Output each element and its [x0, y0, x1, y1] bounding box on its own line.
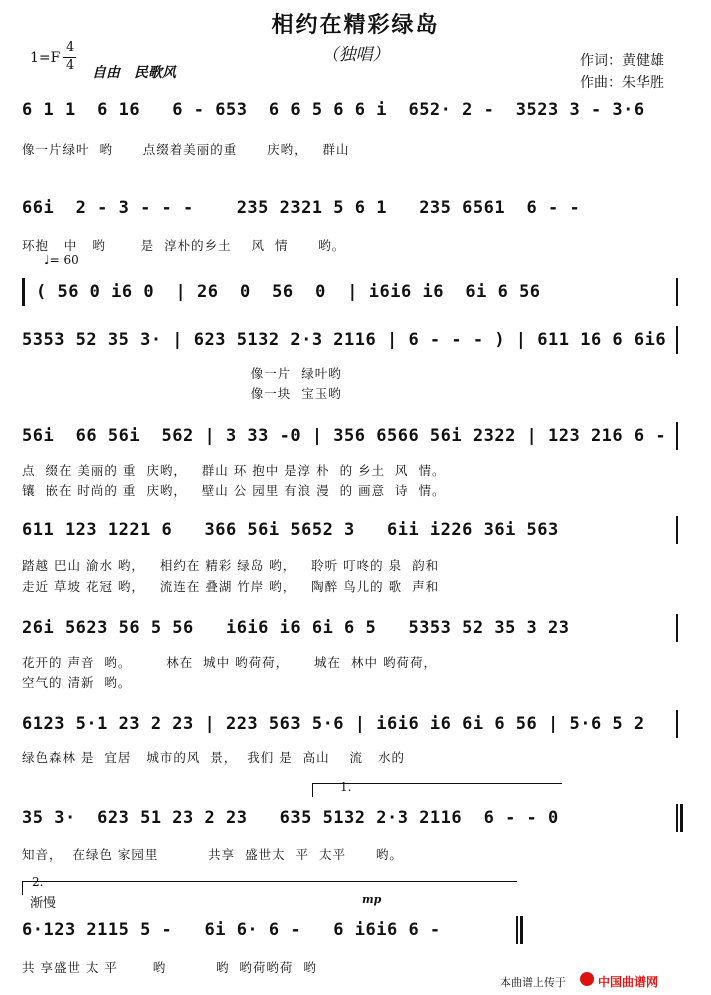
notation-line-5: 56i 66 56i 562 | 3 33 -0 | 356 6566 56i 2322 | 123 216 6 -	[22, 426, 667, 446]
notation-line-9: 35 3· 623 51 23 2 23 635 5132 2·3 2116 6 - - 0	[22, 808, 559, 828]
barline	[676, 422, 678, 450]
song-title: 相约在精彩绿岛	[271, 12, 440, 38]
dynamic-mark: mp	[362, 893, 382, 906]
barline	[676, 516, 678, 544]
notation-line-1: 6 1 1 6 16 6 - 653 6 6 5 6 6 i 652· 2 - 3523 3 - 3·6	[22, 100, 645, 120]
lyric-line-5b: 镶 嵌在 时尚的 重 庆哟， 壁山 公 园里 有浪 漫 的 画意 诗 情。	[22, 483, 446, 498]
notation-line-2: 66i 2 - 3 - - - 235 2321 5 6 1 235 6561 6 - -	[22, 198, 581, 218]
lyricist: 作词：黄健雄	[580, 53, 664, 69]
key-signature: 1=F	[30, 50, 61, 66]
barline	[676, 710, 678, 738]
lyric-line-6b: 走近 草坡 花冠 哟， 流连在 叠湖 竹岸 哟， 陶醉 鸟儿的 歌 声和	[22, 579, 440, 594]
barline	[676, 614, 678, 642]
lyric-line-10: 共 享盛世 太 平 哟 哟 哟荷哟荷 哟	[22, 960, 317, 975]
barline	[676, 326, 678, 354]
lyric-line-1: 像一片绿叶 哟 点缀着美丽的重 庆哟， 群山	[22, 142, 350, 157]
notation-line-7: 26i 5623 56 5 56 i6i6 i6 6i 6 5 5353 52 35 3 23	[22, 618, 570, 638]
composer: 作曲：朱华胜	[580, 75, 664, 91]
lyric-line-4b: 像一块 宝玉哟	[22, 386, 342, 401]
tempo-text: 自由 民歌风	[92, 65, 176, 81]
volta-2-edge	[22, 881, 23, 895]
volta-2-label: 2.	[32, 875, 44, 889]
barline	[676, 278, 678, 306]
lyric-line-6a: 踏越 巴山 渝水 哟， 相约在 精彩 绿岛 哟， 聆听 叮咚的 泉 韵和	[22, 558, 440, 573]
site-logo-icon	[580, 972, 594, 986]
volta-1-edge	[312, 783, 313, 797]
lyric-line-7a: 花开的 声音 哟。 林在 城中 哟荷荷， 城在 林中 哟荷荷，	[22, 655, 437, 670]
lyric-line-5a: 点 缀在 美丽的 重 庆哟， 群山 环 抱中 是淳 朴 的 乡土 风 情。	[22, 463, 446, 478]
volta-2-bracket	[22, 881, 517, 882]
notation-line-6: 611 123 1221 6 366 56i 5652 3 6ii i226 36i 563	[22, 520, 559, 540]
lyric-line-2: 环抱 中 哟 是 淳朴的乡土 风 情 哟。	[22, 238, 346, 253]
lyric-line-8: 绿色森林 是 宜居 城市的风 景， 我们 是 高山 流 水的	[22, 750, 405, 765]
final-bar-thin	[516, 916, 518, 944]
tempo-mark: ♩= 60	[44, 253, 79, 267]
lyric-line-4a: 像一片 绿叶哟	[22, 366, 342, 381]
lyric-line-7b: 空气的 清新 哟。	[22, 675, 132, 690]
song-subtitle: （独唱）	[321, 45, 390, 65]
repeat-start-bar	[22, 278, 25, 306]
time-sig-bottom: 4	[66, 58, 75, 73]
footer-brand[interactable]: 中国曲谱网	[598, 975, 659, 989]
final-bar	[520, 916, 523, 944]
lyric-line-9: 知音， 在绿色 家园里 共享 盛世太 平 太平 哟。	[22, 847, 403, 862]
notation-line-4: 5353 52 35 3· | 623 5132 2·3 2116 | 6 - - - ) | 611 16 6 6i6	[22, 330, 667, 350]
notation-line-8: 6123 5·1 23 2 23 | 223 563 5·6 | i6i6 i6 6i 6 56 | 5·6 5 2	[22, 714, 645, 734]
volta-1-label: 1.	[340, 780, 352, 794]
repeat-end-bar-thin	[676, 804, 678, 832]
time-sig-top: 4	[66, 40, 75, 55]
notation-line-10: 6·123 2115 5 - 6i 6· 6 - 6 i6i6 6 -	[22, 920, 441, 940]
ritard-mark: 渐慢	[30, 896, 57, 911]
notation-line-3: ( 56 0 i6 0 | 26 0 56 0 | i6i6 i6 6i 6 56	[36, 282, 541, 302]
repeat-end-bar	[680, 804, 683, 832]
footer-text: 本曲谱上传于	[500, 976, 566, 989]
